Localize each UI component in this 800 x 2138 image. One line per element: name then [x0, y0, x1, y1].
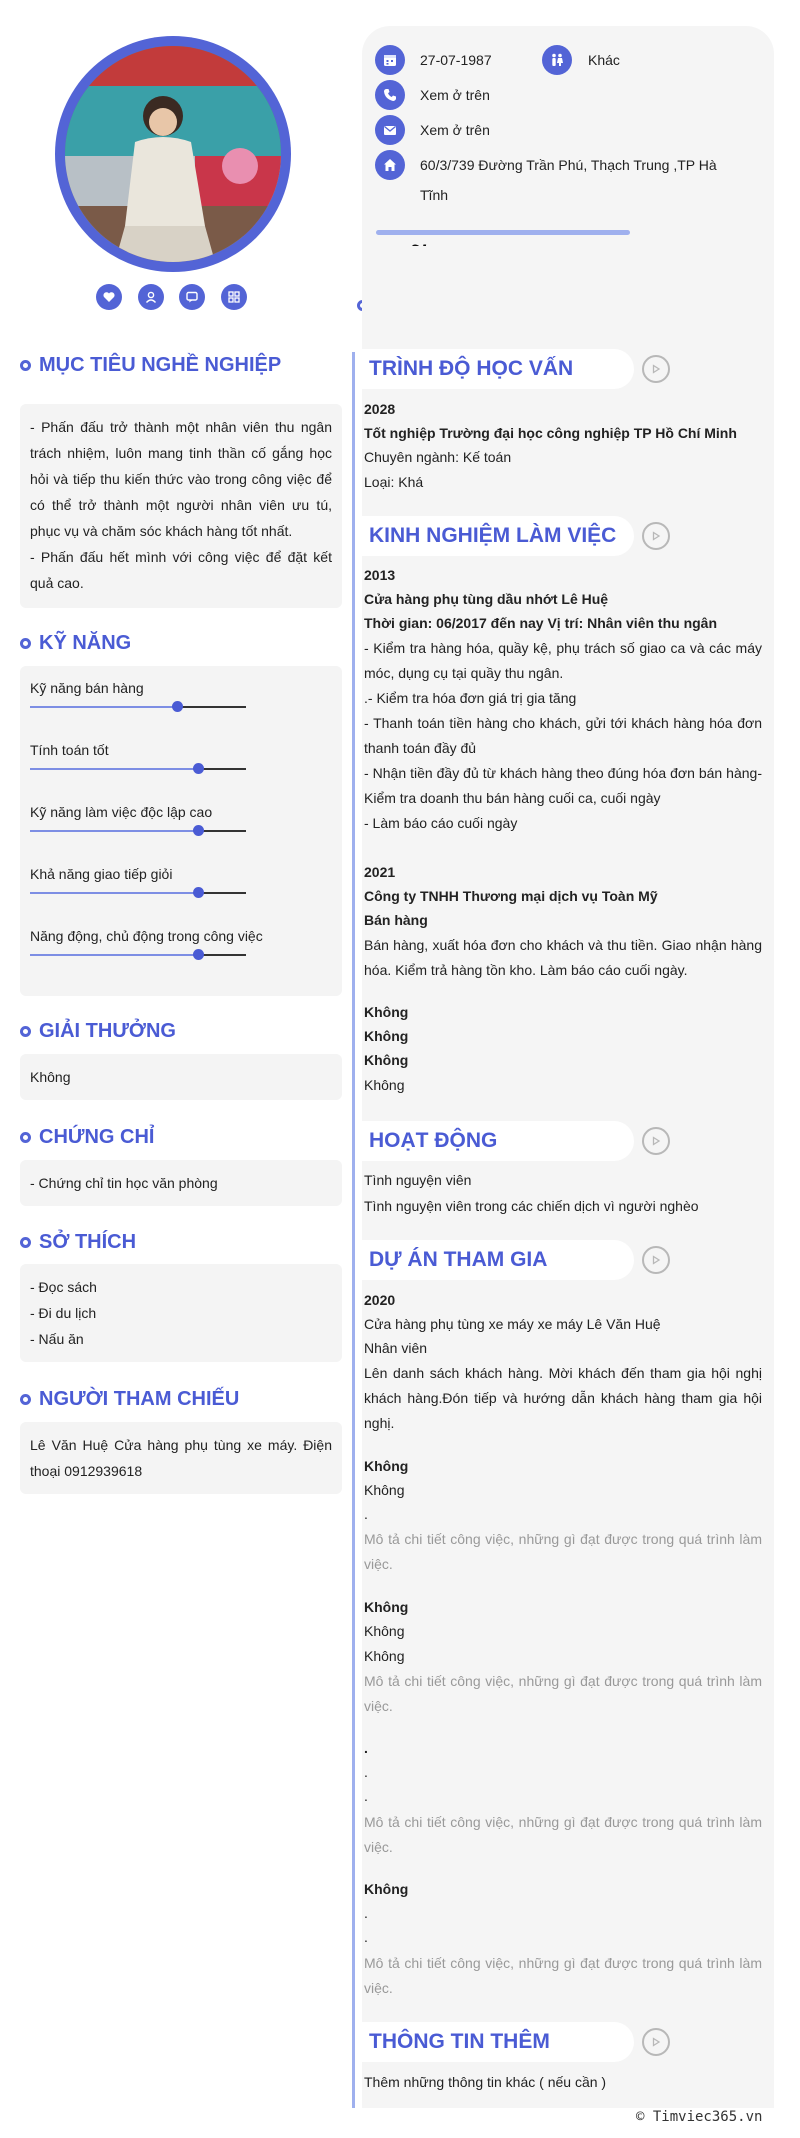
footer-copyright: © Timviec365.vn	[636, 2109, 763, 2125]
hobbies-box	[20, 1264, 342, 1362]
certificates-heading: CHỨNG CHỈ	[20, 1126, 154, 1149]
project-description: Mô tả chi tiết công việc, những gì đạt được trong quá trình làm việc.	[364, 1531, 762, 1572]
hobby-item: - Đi du lịch	[30, 1305, 97, 1321]
skills-heading: KỸ NĂNG	[20, 632, 131, 655]
project-name: Không	[364, 1482, 405, 1498]
project-name: Cửa hàng phụ tùng xe máy xe máy Lê Văn Huệ	[364, 1316, 661, 1332]
job-description: - Kiểm tra hàng hóa, quầy kệ, phụ trách số giao ca và các máy móc, dụng cụ tại quầy thu ngân. .- Kiểm tra hóa đơn giá trị gia tăng - Thanh toán tiền hàng cho khách, gửi tới khách hàng hóa đơn thanh toán đầy đủ - Nhận tiền đầy đủ từ khách hàng theo đúng hóa đơn bán hàng-Kiểm tra doanh thu bán hàng cuối ca, cuối ngày - Làm báo cáo cuối ngày	[364, 640, 762, 831]
skill-slider[interactable]	[30, 954, 246, 956]
bullet-icon	[20, 1394, 31, 1405]
chat-icon[interactable]	[179, 284, 205, 310]
job-description: Bán hàng, xuất hóa đơn cho khách và thu tiền. Giao nhận hàng hóa. Kiểm trả hàng tồn kho. Làm báo cáo cuối ngày.	[364, 937, 762, 978]
project-year: 2020	[364, 1292, 396, 1308]
education-school: Tốt nghiệp Trường đại học công nghiệp TP Hồ Chí Minh	[364, 425, 737, 441]
job-company: Công ty TNHH Thương mại dịch vụ Toàn Mỹ	[364, 888, 658, 904]
job-company: Không	[364, 1028, 409, 1044]
project-role: .	[364, 1929, 368, 1945]
extra-text: Thêm những thông tin khác ( nếu cần )	[364, 2074, 607, 2090]
user-icon[interactable]	[138, 284, 164, 310]
accent-bar	[376, 230, 630, 235]
project-name: .	[364, 1764, 368, 1780]
education-grade: Loại: Khá	[364, 474, 424, 490]
objective-line: - Phấn đấu hết mình với công việc để đặt kết quả cao.	[30, 549, 332, 591]
certificates-box: - Chứng chỉ tin học văn phòng	[20, 1160, 342, 1206]
project-role: Nhân viên	[364, 1340, 428, 1356]
awards-heading: GIẢI THƯỞNG	[20, 1020, 176, 1043]
activities-heading: HOẠT ĐỘNG	[362, 1121, 634, 1161]
job-role: Không	[364, 1052, 409, 1068]
project-description: Lên danh sách khách hàng. Mời khách đến tham gia hội nghị khách hàng.Đón tiếp và hướng dẫn khách hàng tham gia hội nghị.	[364, 1365, 762, 1431]
project-year: Không	[364, 1881, 409, 1897]
education-heading: TRÌNH ĐỘ HỌC VẤN	[362, 349, 634, 389]
objective-box	[20, 404, 342, 608]
experience-heading: KINH NGHIỆM LÀM VIỆC	[362, 516, 634, 556]
bullet-icon	[20, 1237, 31, 1248]
skills-box	[20, 666, 342, 996]
job-description: Không	[364, 1077, 405, 1093]
home-icon	[375, 150, 405, 180]
job-period: Thời gian: 06/2017 đến nay Vị trí: Nhân viên thu ngân	[364, 615, 718, 631]
skill-slider[interactable]	[30, 892, 246, 894]
bullet-icon	[20, 1026, 31, 1037]
calendar-icon	[375, 45, 405, 75]
job-year: Không	[364, 1004, 409, 1020]
play-icon[interactable]	[642, 355, 670, 383]
project-year: Không	[364, 1458, 409, 1474]
heart-icon[interactable]	[96, 284, 122, 310]
phone: Xem ở trên	[420, 87, 490, 103]
skill-item: Kỹ năng làm việc độc lập cao	[30, 804, 332, 866]
email: Xem ở trên	[420, 122, 490, 138]
skill-slider[interactable]	[30, 830, 246, 832]
gender: Khác	[588, 52, 620, 68]
project-role: .	[364, 1788, 368, 1804]
address: 60/3/739 Đường Trần Phú, Thạch Trung ,TP Hà Tĩnh	[420, 157, 717, 203]
play-icon[interactable]	[642, 1127, 670, 1155]
play-icon[interactable]	[642, 522, 670, 550]
objective-heading: MỤC TIÊU NGHỀ NGHIỆP	[20, 354, 281, 377]
activity-role: Tình nguyện viên	[364, 1172, 472, 1188]
timeline-line	[352, 352, 355, 2108]
hobbies-heading: SỞ THÍCH	[20, 1231, 136, 1254]
education-year: 2028	[364, 401, 396, 417]
skill-item: Năng động, chủ động trong công việc	[30, 928, 332, 990]
project-description: Mô tả chi tiết công việc, những gì đạt được trong quá trình làm việc.	[364, 1814, 762, 1855]
apps-icon[interactable]	[221, 284, 247, 310]
extra-heading: THÔNG TIN THÊM	[362, 2022, 634, 2062]
job-role: Bán hàng	[364, 912, 428, 928]
skill-slider[interactable]	[30, 706, 246, 708]
skill-item: Kỹ năng bán hàng	[30, 680, 332, 742]
skill-item: Khả năng giao tiếp giỏi	[30, 866, 332, 928]
play-icon[interactable]	[642, 2028, 670, 2056]
avatar	[65, 46, 281, 262]
education-major: Chuyên ngành: Kế toán	[364, 449, 512, 465]
project-description: Mô tả chi tiết công việc, những gì đạt được trong quá trình làm việc.	[364, 1673, 762, 1714]
job-year: 2013	[364, 567, 396, 583]
references-heading: NGƯỜI THAM CHIẾU	[20, 1388, 239, 1411]
project-role: Không	[364, 1648, 405, 1664]
project-description: Mô tả chi tiết công việc, những gì đạt được trong quá trình làm việc.	[364, 1955, 762, 1996]
bullet-icon	[20, 360, 31, 371]
bullet-icon	[20, 638, 31, 649]
gender-icon	[542, 45, 572, 75]
skill-item: Tính toán tốt	[30, 742, 332, 804]
project-name: .	[364, 1905, 368, 1921]
birthdate: 27-07-1987	[420, 52, 492, 68]
project-year: .	[364, 1740, 368, 1756]
awards-box: Không	[20, 1054, 342, 1100]
job-company: Cửa hàng phụ tùng dầu nhớt Lê Huệ	[364, 591, 609, 607]
phone-icon	[375, 80, 405, 110]
email-icon	[375, 115, 405, 145]
hobby-item: - Đọc sách	[30, 1279, 97, 1295]
references-box: Lê Văn Huệ Cửa hàng phụ tùng xe máy. Điện thoại 0912939618	[20, 1422, 342, 1494]
skill-slider[interactable]	[30, 768, 246, 770]
projects-heading: DỰ ÁN THAM GIA	[362, 1240, 634, 1280]
play-icon[interactable]	[642, 1246, 670, 1274]
project-role: .	[364, 1506, 368, 1522]
bullet-icon	[20, 1132, 31, 1143]
hobby-item: - Nấu ăn	[30, 1331, 84, 1347]
objective-line: - Phấn đấu trở thành một nhân viên thu ngân trách nhiệm, luôn mang tinh thần cố gắng học hỏi và tiếp thu kiến thức vào trong công việc để có thể trở thành một người nhân viên ưu tú, phục vụ và chăm sóc khách hàng tốt nhất.	[30, 419, 332, 539]
job-year: 2021	[364, 864, 396, 880]
activity-description: Tình nguyện viên trong các chiến dịch vì người nghèo	[364, 1198, 699, 1214]
project-name: Không	[364, 1623, 405, 1639]
project-year: Không	[364, 1599, 409, 1615]
